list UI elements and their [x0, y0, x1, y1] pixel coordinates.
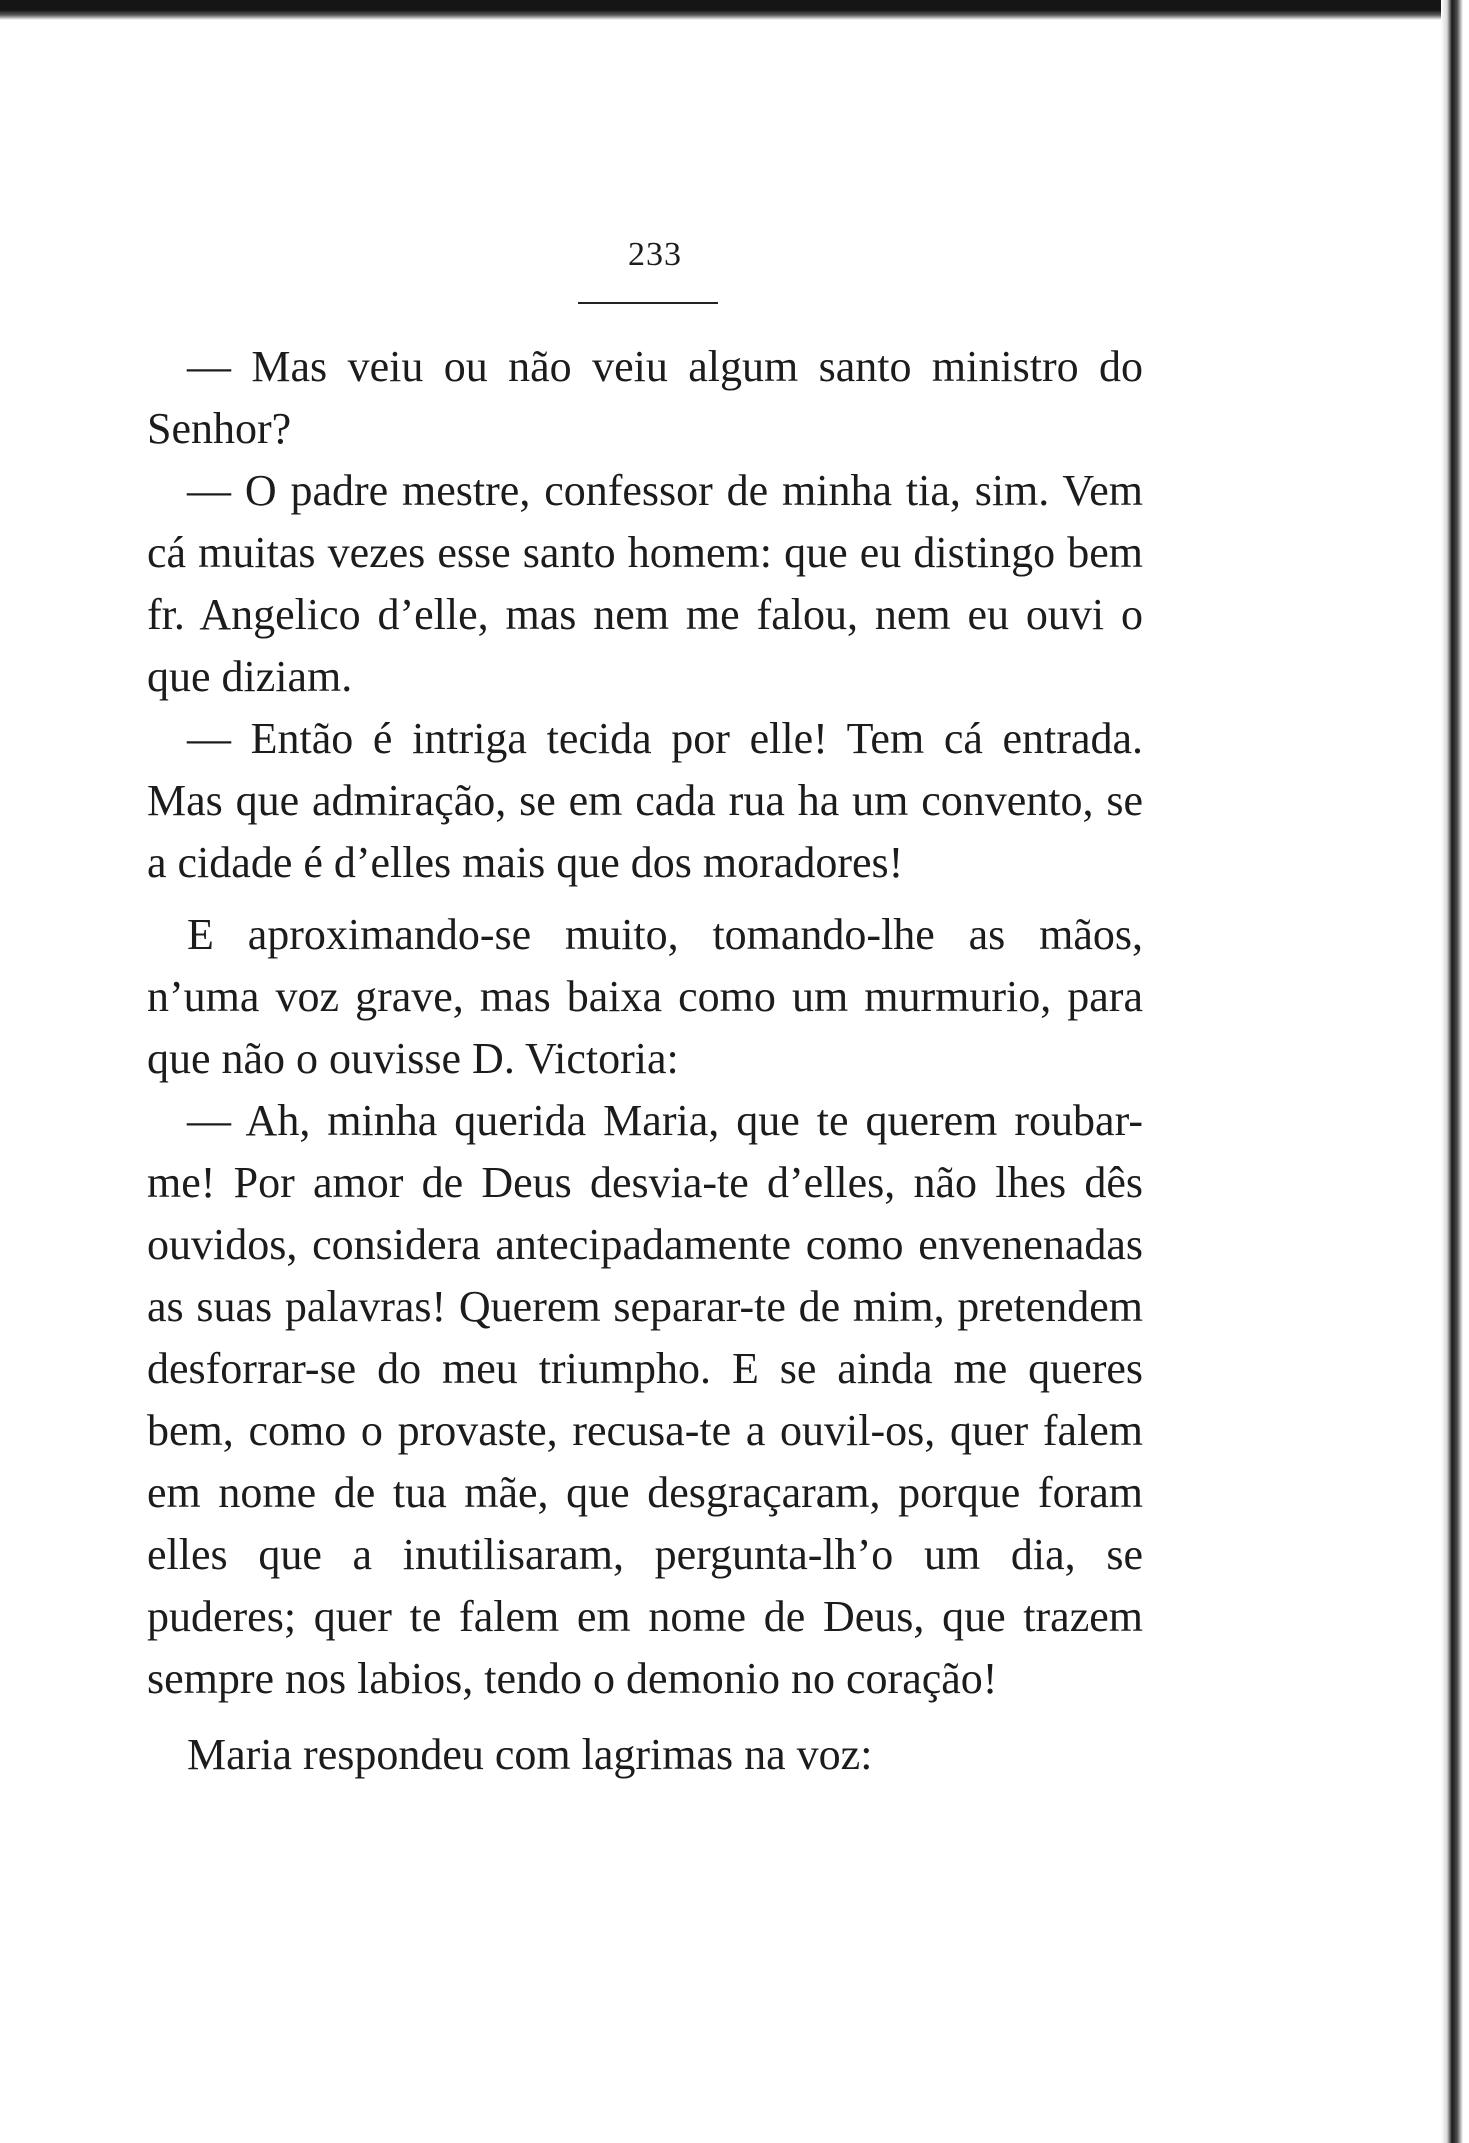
- paragraph-3: — Então é intriga tecida por elle! Tem cá entrada. Mas que admiração, se em cada rua ha um convento, se a cidade é d’elles mais que dos moradores!: [147, 714, 1143, 887]
- page-top-edge: [0, 0, 1469, 20]
- body-text: [147, 336, 1143, 1786]
- paragraph-2: — O padre mestre, confessor de minha tia, sim. Vem cá muitas vezes esse santo homem: que eu distingo bem fr. Angelico d’elle, mas nem me falou, nem eu ouvi o que diziam.: [147, 466, 1143, 701]
- paragraph-4: E aproximando-se muito, tomando-lhe as mãos, n’uma voz grave, mas baixa como um murmurio, para que não o ouvisse D. Victoria:: [147, 910, 1143, 1083]
- paragraph-6: Maria respondeu com lagrimas na voz:: [187, 1730, 873, 1779]
- page-binding-edge: [1441, 0, 1469, 2143]
- page-number-rule: [578, 302, 718, 304]
- page-number: 233: [628, 236, 682, 273]
- paragraph-1: — Mas veiu ou não veiu algum santo ministro do Senhor?: [147, 342, 1143, 453]
- paragraph-5: — Ah, minha querida Maria, que te querem roubar-me! Por amor de Deus desvia-te d’elles, não lhes dês ouvidos, considera antecipadamente como envenenadas as suas palavras! Querem separar-te de mim, pretendem desforrar-se do meu triumpho. E se ainda me queres bem, como o provaste, recusa-te a ouvil-os, quer falem em nome de tua mãe, que desgraçaram, porque foram elles que a inutilisaram, pergunta-lh’o um dia, se puderes; quer te falem em nome de Deus, que trazem sempre nos labios, tendo o demonio no coração!: [147, 1096, 1143, 1703]
